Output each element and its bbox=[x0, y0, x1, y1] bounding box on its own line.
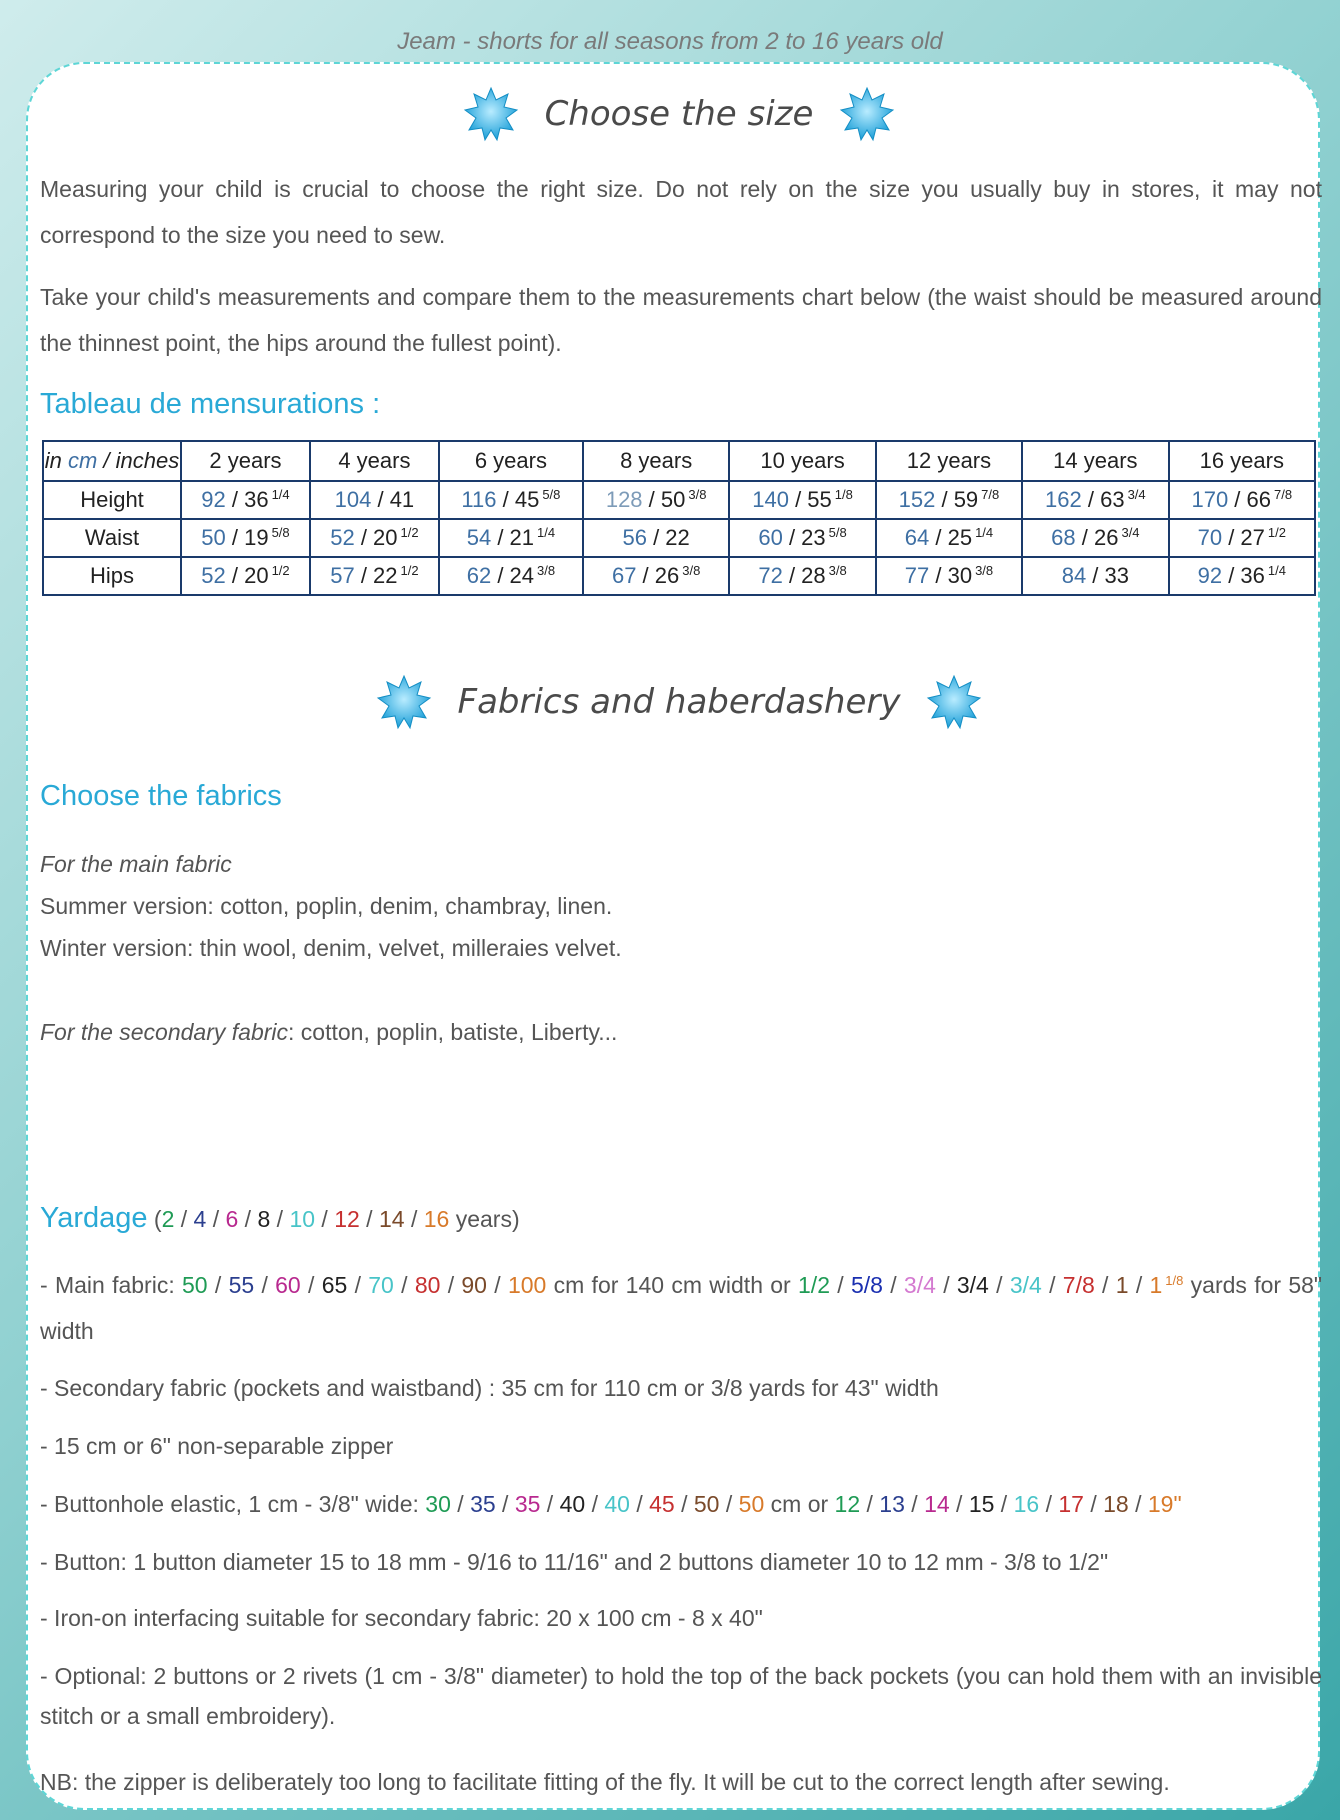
section-title-text: Fabrics and haberdashery bbox=[457, 682, 901, 722]
flower-star-icon bbox=[926, 674, 982, 730]
interfacing-line: - Iron-on interfacing suitable for secondary fabric: 20 x 100 cm - 8 x 40" bbox=[40, 1605, 763, 1631]
table-row bbox=[43, 557, 1315, 595]
column-header: 2 years bbox=[181, 441, 310, 481]
choose-fabrics-title: Choose the fabrics bbox=[40, 780, 282, 812]
intro-paragraph-2: Take your child's measurements and compare them to the measurements chart below (the waist should be measured around the thinnest point, the hips around the fullest point). bbox=[40, 284, 1322, 356]
table-title: Tableau de mensurations : bbox=[40, 388, 381, 420]
table-cell: 56 / 22 bbox=[583, 519, 729, 557]
flower-star-icon bbox=[463, 86, 519, 142]
table-cell: 170 / 66 $^{7/8}$ bbox=[1169, 481, 1315, 519]
table-cell: 54 / 21 $^{1/4}$ bbox=[439, 519, 583, 557]
yardage-title-line: Yardage (2 / 4 / 6 / 8 / 10 / 12 / 14 / 16 years) bbox=[40, 1202, 520, 1234]
column-header: 10 years bbox=[729, 441, 875, 481]
measurements-table bbox=[42, 440, 1316, 596]
section-title-size bbox=[34, 86, 1324, 142]
table-cell: 68 / 26 $^{3/4}$ bbox=[1022, 519, 1168, 557]
column-header: 6 years bbox=[439, 441, 583, 481]
table-row bbox=[43, 519, 1315, 557]
table-cell: 140 / 55 $^{1/8}$ bbox=[729, 481, 875, 519]
table-cell: 116 / 45 $^{5/8}$ bbox=[439, 481, 583, 519]
table-cell: 50 / 19 $^{5/8}$ bbox=[181, 519, 310, 557]
page-header: Jeam - shorts for all seasons from 2 to 16 years old bbox=[397, 28, 943, 55]
intro-paragraph-1: Measuring your child is crucial to choose the right size. Do not rely on the size you usually buy in stores, it may not correspond to the size you need to sew. bbox=[40, 176, 1322, 248]
table-cell: 52 / 20 $^{1/2}$ bbox=[310, 519, 439, 557]
table-cell: 77 / 30 $^{3/8}$ bbox=[876, 557, 1022, 595]
section-title-text: Choose the size bbox=[544, 94, 814, 134]
table-row bbox=[43, 481, 1315, 519]
section-title-fabrics bbox=[34, 674, 1324, 730]
summer-version: Summer version: cotton, poplin, denim, chambray, linen. bbox=[40, 893, 613, 919]
zipper-line: - 15 cm or 6" non-separable zipper bbox=[40, 1433, 394, 1459]
table-cell: 162 / 63 $^{3/4}$ bbox=[1022, 481, 1168, 519]
table-cell: 64 / 25 $^{1/4}$ bbox=[876, 519, 1022, 557]
flower-star-icon bbox=[839, 86, 895, 142]
table-cell: 57 / 22 $^{1/2}$ bbox=[310, 557, 439, 595]
table-header-row bbox=[43, 441, 1315, 481]
table-cell: 92 / 36 $^{1/4}$ bbox=[181, 481, 310, 519]
column-header: 16 years bbox=[1169, 441, 1315, 481]
table-cell: 62 / 24 $^{3/8}$ bbox=[439, 557, 583, 595]
content-card bbox=[26, 62, 1323, 1810]
table-cell: 128 / 50 $^{3/8}$ bbox=[583, 481, 729, 519]
main-fabric-yardage: - Main fabric: 50 / 55 / 60 / 65 / 70 / 80 / 90 / 100 cm for 140 cm width or 1/2 / 5/8 / 3/4 / 3/4 / 3/4 / 7/8 / 1 / 1 $^{1/8}$ yards for 58" width bbox=[40, 1272, 1323, 1344]
row-label: Height bbox=[43, 481, 181, 519]
table-cell: 72 / 28 $^{3/8}$ bbox=[729, 557, 875, 595]
column-header: 12 years bbox=[876, 441, 1022, 481]
table-cell: 92 / 36 $^{1/4}$ bbox=[1169, 557, 1315, 595]
column-header: 8 years bbox=[583, 441, 729, 481]
table-cell: 152 / 59 $^{7/8}$ bbox=[876, 481, 1022, 519]
row-label: Waist bbox=[43, 519, 181, 557]
button-line: - Button: 1 button diameter 15 to 18 mm - 9/16 to 11/16" and 2 buttons diameter 10 to 12 mm - 3/8 to 1/2" bbox=[40, 1549, 1109, 1575]
table-cell: 60 / 23 $^{5/8}$ bbox=[729, 519, 875, 557]
elastic-line: - Buttonhole elastic, 1 cm - 3/8" wide: 30 / 35 / 35 / 40 / 40 / 45 / 50 / 50 cm or 12 / 13 / 14 / 15 / 16 / 17 / 18 / 19" bbox=[40, 1491, 1182, 1517]
secondary-fabric-yardage: - Secondary fabric (pockets and waistband) : 35 cm for 110 cm or 3/8 yards for 43" width bbox=[40, 1375, 939, 1401]
nb-line: NB: the zipper is deliberately too long to facilitate fitting of the fly. It will be cut to the correct length after sewing. bbox=[40, 1769, 1170, 1795]
column-header: 14 years bbox=[1022, 441, 1168, 481]
table-corner: in cm / inches bbox=[43, 441, 181, 481]
table-cell: 67 / 26 $^{3/8}$ bbox=[583, 557, 729, 595]
column-header: 4 years bbox=[310, 441, 439, 481]
secondary-fabric: For the secondary fabric: cotton, poplin, batiste, Liberty... bbox=[40, 1019, 618, 1045]
optional-line: - Optional: 2 buttons or 2 rivets (1 cm - 3/8" diameter) to hold the top of the back pockets (you can hold them with an invisible stitch or a small embroidery). bbox=[40, 1663, 1322, 1729]
table-cell: 104 / 41 bbox=[310, 481, 439, 519]
table-cell: 52 / 20 $^{1/2}$ bbox=[181, 557, 310, 595]
winter-version: Winter version: thin wool, denim, velvet, milleraies velvet. bbox=[40, 935, 622, 961]
table-cell: 70 / 27 $^{1/2}$ bbox=[1169, 519, 1315, 557]
table-cell: 84 / 33 bbox=[1022, 557, 1168, 595]
flower-star-icon bbox=[376, 674, 432, 730]
row-label: Hips bbox=[43, 557, 181, 595]
main-fabric-label: For the main fabric bbox=[40, 851, 232, 877]
